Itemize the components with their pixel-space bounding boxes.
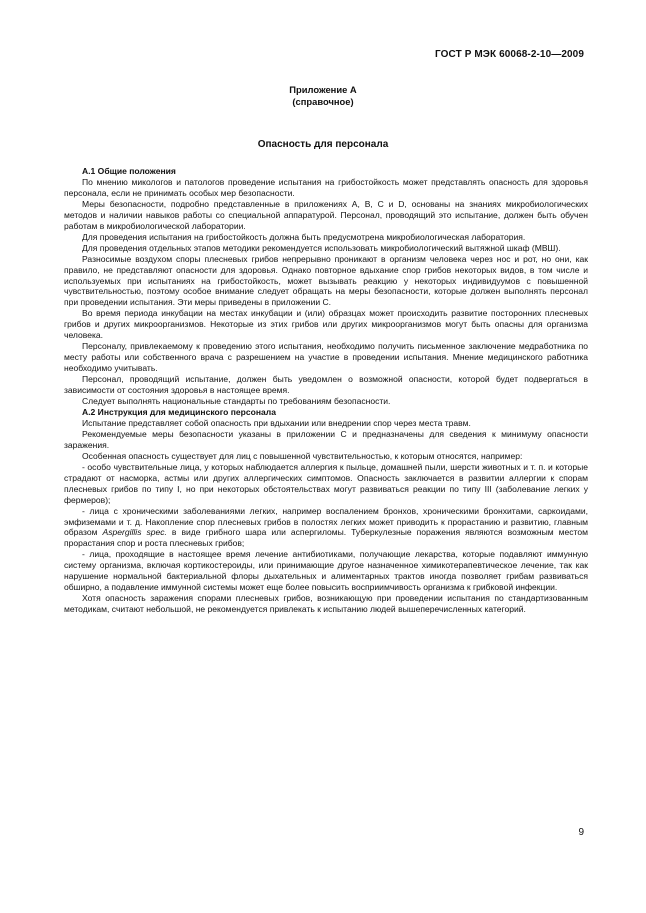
paragraph: Для проведения испытания на грибостойкость должна быть предусмотрена микробиологическая лаборатория.	[82, 231, 526, 242]
paragraph: Следует выполнять национальные стандарты по требованиям безопасности.	[82, 396, 391, 407]
page-number: 9	[578, 827, 584, 838]
list-item: - особо чувствительные лица, у которых наблюдается аллергия к пыльце, домашней пыли, шерсти животных и т. п. и которые страдают от насморка, астмы или других аллергических симптомов. Опасность заключается в развитии аллергии к спорам плесневых грибов по типу I, но при некоторых обстоятельствах могут развиваться реакции по типу III (заболевание легких у фермеров);	[64, 461, 588, 505]
document-code: ГОСТ Р МЭК 60068-2-10—2009	[435, 49, 584, 60]
paragraph: По мнению микологов и патологов проведение испытания на грибостойкость может представлять опасность для здоровья персонала, если не принимать особых мер безопасности.	[64, 176, 588, 198]
paragraph: Хотя опасность заражения спорами плесневых грибов, возникающую при проведении испытания по стандартизованным методикам, считают небольшой, не рекомендуется привлекать к испытанию людей вышеперечисленных категорий.	[64, 593, 588, 615]
list-item	[64, 506, 588, 550]
paragraph: Испытание представляет собой опасность при вдыхании или внедрении спор через места травм.	[82, 417, 471, 428]
paragraph: Разносимые воздухом споры плесневых грибов непрерывно проникают в организм человека через нос и рот, но они, как правило, не представляют опасности для здоровья. Однако повторное вдыхание спор грибов некоторых видов, в том числе и используемых при испытаниях на грибостойкость, может вызывать реакцию у некоторых индивидуумов с повышенной чувствительностью, поэтому особое внимание следует обращать на меры безопасности, которые должен выполнять персонал при проведении испытания. Эти меры приведены в приложении С.	[64, 253, 588, 308]
text-run: в виде грибного шара или аспергиломы. Туберкулезные поражения являются возможным местом прорастания спор и роста плесневых грибов;	[64, 527, 588, 549]
text-run: - лица с хроническими заболеваниями легких, например воспалением бронхов, хроническими бронхитами, саркоидами, эмфиземами и т. д. Накопление спор плесневых грибов в полостях легких может приводить к прорастанию и развитию, главным образом	[64, 505, 588, 538]
annex-label: Приложение А	[289, 84, 357, 95]
annex-heading	[0, 84, 646, 108]
section-heading-a1: А.1 Общие положения	[82, 166, 176, 176]
section-heading-a2: А.2 Инструкция для медицинского персонала	[82, 406, 276, 417]
paragraph: Рекомендуемые меры безопасности указаны в приложении С и предназначены для сведения к минимуму опасности заражения.	[64, 428, 588, 450]
page-title: Опасность для персонала	[257, 139, 389, 150]
paragraph: Персоналу, привлекаемому к проведению этого испытания, необходимо получить письменное заключение медработника по месту работы или собственного врача с разрешением на участие в проведении испытания. Мнение медицинского работника необходимо учитывать.	[64, 341, 588, 374]
paragraph: Особенная опасность существует для лиц с повышенной чувствительностью, к которым относятся, например:	[82, 450, 523, 461]
paragraph: Для проведения отдельных этапов методики рекомендуется использовать микробиологический вытяжной шкаф (МВШ).	[82, 242, 561, 253]
document-body	[64, 166, 588, 615]
species-name: Aspergillis spec.	[102, 527, 167, 538]
paragraph: Меры безопасности, подробно представленные в приложениях А, В, С и D, основаны на знаниях микробиологических методов и наличии навыков работы со специальной аппаратурой. Персонал, проводящий это испытание, должен быть обучен работам в микробиологической лаборатории.	[64, 198, 588, 231]
paragraph: Во время периода инкубации на местах инкубации и (или) образцах может происходить развитие посторонних плесневых грибов и других микроорганизмов. Некоторые из этих грибов или других микроорганизмов могут быть опасны для организма человека.	[64, 308, 588, 341]
paragraph: Персонал, проводящий испытание, должен быть уведомлен о возможной опасности, которой будет подвергаться в зависимости от состояния здоровья в настоящее время.	[64, 374, 588, 396]
annex-kind: (справочное)	[292, 96, 354, 107]
list-item: - лица, проходящие в настоящее время лечение антибиотиками, получающие лекарства, которые подавляют иммунную систему организма, включая кортикостероиды, или принимающие другое назначенное химикотерапевтическое лечение, так как нарушение нормальной бактериальной флоры дыхательных и алиментарных трактов иногда позволяет грибам развиваться обширно, а подавление иммунной системы может еще более повысить восприимчивость организма к грибковой инфекции.	[64, 549, 588, 593]
